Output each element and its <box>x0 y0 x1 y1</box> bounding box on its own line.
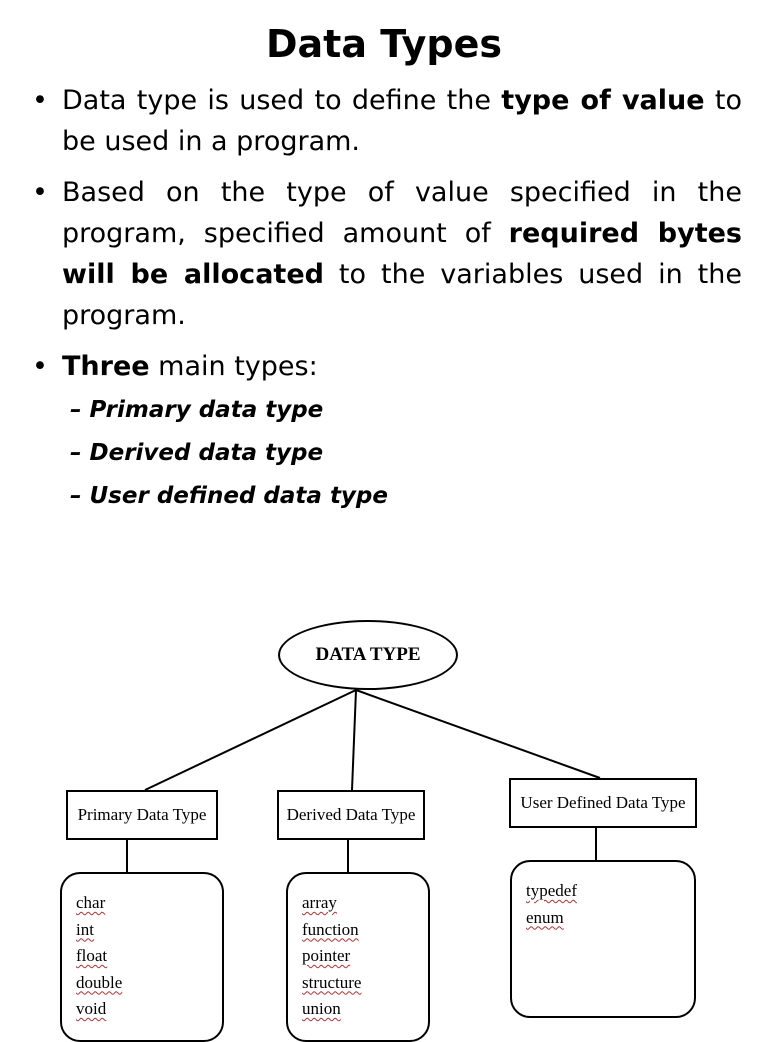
sub-item-user-defined: – User defined data type <box>70 483 388 509</box>
bullet-text <box>62 346 742 387</box>
bullet-text <box>62 80 742 162</box>
type-item: typedef <box>526 881 577 900</box>
root-node-data-type: DATA TYPE <box>278 620 458 690</box>
bullet-text-segment: to be used in a program. <box>62 85 742 157</box>
bullet-text-segment: Based on the type of value specified in the program, specified amount of <box>62 177 742 249</box>
bullet-text-bold: required bytes will be allocated <box>62 218 742 290</box>
connector-root-user <box>356 690 600 778</box>
derived-types-box <box>286 872 430 1042</box>
connector-root-derived <box>352 690 356 790</box>
bullet-dot-icon: • <box>32 177 48 208</box>
bullet-item <box>30 346 742 387</box>
bullet-text-segment: main types: <box>149 351 318 382</box>
primary-types-box <box>60 872 224 1042</box>
data-type-diagram <box>0 600 768 1024</box>
bullet-item <box>30 80 742 162</box>
connector-root-primary <box>145 690 356 790</box>
bullet-dot-icon: • <box>32 85 48 116</box>
user-defined-types-box <box>510 860 696 1018</box>
page-title: Data Types <box>266 22 502 66</box>
bullet-text-bold: type of value <box>501 85 705 116</box>
category-primary: Primary Data Type <box>66 790 218 840</box>
type-item: array <box>302 893 337 912</box>
type-item: char <box>76 893 106 912</box>
bullet-list <box>30 80 742 518</box>
type-item: union <box>302 999 341 1018</box>
sub-item-primary: – Primary data type <box>70 397 324 423</box>
type-item: enum <box>526 907 564 927</box>
type-item: double <box>76 972 123 992</box>
bullet-text <box>62 172 742 336</box>
sub-list <box>30 389 742 518</box>
bullet-text-bold: Three <box>62 351 150 382</box>
type-item: function <box>302 919 359 939</box>
bullet-dot-icon: • <box>32 351 48 382</box>
bullet-text-segment: to the variables used in the program. <box>62 259 742 331</box>
type-item: float <box>76 946 108 965</box>
category-derived: Derived Data Type <box>277 790 425 840</box>
type-item: pointer <box>302 946 351 965</box>
type-item: structure <box>302 972 362 992</box>
bullet-text-segment: Data type is used to define the <box>62 85 502 116</box>
bullet-item <box>30 172 742 336</box>
sub-item-derived: – Derived data type <box>70 440 324 466</box>
type-item: void <box>76 999 107 1018</box>
category-user-defined: User Defined Data Type <box>509 778 697 828</box>
type-item: int <box>76 919 94 939</box>
